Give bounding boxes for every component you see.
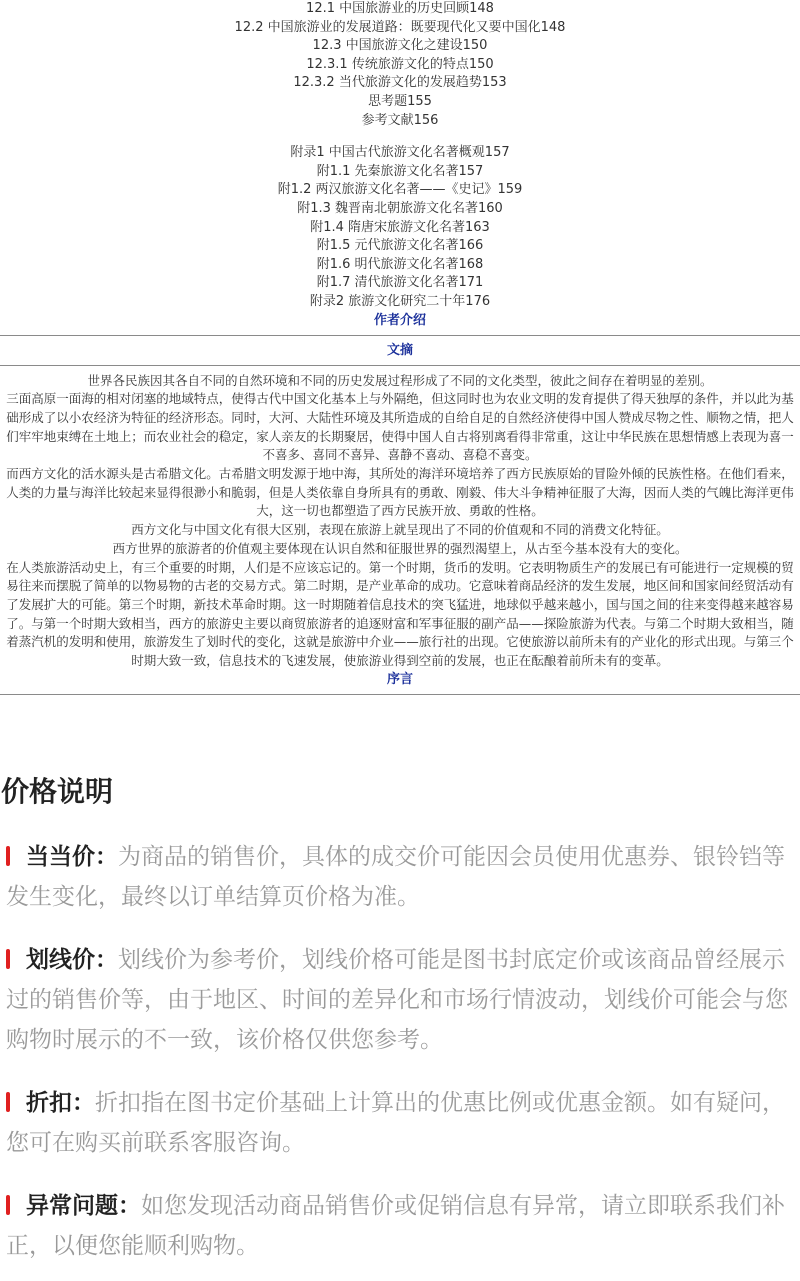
preface-section-title: 序言 [386, 671, 413, 687]
abstract-paragraph: 在人类旅游活动史上，有三个重要的时期，人们是不应该忘记的。第一个时期，货币的发明。它表明物质生产的发展已有可能进行一定规模的贸易往来而摆脱了简单的以物易物的古老的交易方式。第二时期，是产业革命的成功。它意味着商品经济的发生发展，地区间和国家间经贸活动有了发展扩大的可能。第三个时期，新技术革命时期。这一时期随着信息技术的突飞猛进，地球似乎越来越小，国与国之间的往来变得越来越容易了。与第一个时期大致相当，西方的旅游史主要以商贸旅游者的追逐财富和军事征服的副产品——探险旅游为代表。与第二个时期大致相当，随着蒸汽机的发明和使用，旅游发生了划时代的变化，这就是旅游中介业——旅行社的出现。它使旅游以前所未有的产业化的形式出现。与第三个时期大致一致，信息技术的飞速发展，使旅游业得到空前的发展，也正在酝酿着前所未有的变革。 [6, 559, 794, 669]
toc-appendix-line: 附1.5 元代旅游文化名著166 [316, 238, 484, 254]
abstract-paragraph: 世界各民族因其各自不同的自然环境和不同的历史发展过程形成了不同的文化类型，彼此之间存在着明显的差别。 [87, 372, 713, 388]
abstract-paragraph: 西方世界的旅游者的价值观主要体现在认识自然和征服世界的强烈渴望上，从古至今基本没有大的变化。 [112, 540, 688, 556]
divider [0, 694, 800, 695]
price-item-text: 划线价为参考价，划线价格可能是图书封底定价或该商品曾经展示过的销售价等，由于地区、时间的差异化和市场行情波动，划线价可能会与您购物时展示的不一致，该价格仅供您参考。 [6, 947, 788, 1053]
toc-spacer [0, 130, 800, 144]
toc-line: 12.2 中国旅游业的发展道路：既要现代化又要中国化148 [234, 19, 566, 35]
price-item-text: 折扣指在图书定价基础上计算出的优惠比例或优惠金额。如有疑问，您可在购买前联系客服咨询。 [6, 1090, 785, 1156]
price-item-exception [0, 1186, 800, 1266]
toc-appendix-line: 附1.2 两汉旅游文化名著——《史记》159 [277, 182, 523, 198]
red-marker-icon [6, 1092, 10, 1112]
red-marker-icon [6, 1195, 10, 1215]
price-explanation [0, 770, 800, 1266]
price-item-label: 折扣： [26, 1090, 95, 1116]
divider [0, 335, 800, 336]
toc-line: 思考题155 [368, 93, 432, 109]
red-marker-icon [6, 846, 10, 866]
toc-appendix-line: 附录1 中国古代旅游文化名著概观157 [290, 145, 510, 161]
toc-appendix-line: 附1.3 魏晋南北朝旅游文化名著160 [297, 200, 503, 216]
divider [0, 365, 800, 366]
red-marker-icon [6, 949, 10, 969]
toc-line: 12.3.1 传统旅游文化的特点150 [306, 56, 494, 72]
price-item-label: 异常问题： [26, 1193, 141, 1219]
price-item-strikethrough [0, 940, 800, 1060]
price-item-text: 如您发现活动商品销售价或促销信息有异常，请立即联系我们补正，以便您能顺利购物。 [6, 1193, 785, 1259]
price-item-dangdang [0, 837, 800, 917]
toc-appendix-line: 附1.7 清代旅游文化名著171 [316, 275, 484, 291]
abstract-body [0, 372, 800, 671]
toc-line: 12.1 中国旅游业的历史回顾148 [306, 1, 494, 16]
toc-line: 12.3.2 当代旅游文化的发展趋势153 [293, 75, 507, 91]
toc-appendix-line: 附1.4 隋唐宋旅游文化名著163 [310, 219, 490, 235]
abstract-section-title: 文摘 [386, 342, 413, 358]
abstract-paragraph: 而西方文化的活水源头是古希腊文化。古希腊文明发源于地中海，其所处的海洋环境培养了西方民族原始的冒险外倾的民族性格。在他们看来，人类的力量与海洋比较起来显得很渺小和脆弱，但是人类依靠自身所具有的勇敢、刚毅、伟大斗争精神征服了大海，因而人类的气魄比海洋更伟大，这一切也都塑造了西方民族开放、勇敢的性格。 [6, 466, 794, 519]
toc-appendix-line: 附1.6 明代旅游文化名著168 [316, 256, 484, 272]
table-of-contents [0, 0, 800, 312]
price-item-text: 为商品的销售价，具体的成交价可能因会员使用优惠券、银铃铛等发生变化，最终以订单结算页价格为准。 [6, 844, 785, 910]
price-item-label: 划线价： [26, 947, 118, 973]
abstract-paragraph: 三面高原一面海的相对闭塞的地域特点，使得古代中国文化基本上与外隔绝，但这同时也为农业文明的发育提供了得天独厚的条件，并以此为基础形成了以小农经济为特征的经济形态。同时，大河、大陆性环境及其所造成的自给自足的自然经济使得中国人赞成尽物之性、顺物之情，把人们牢牢地束缚在土地上；而农业社会的稳定，家人亲友的长期聚居，使得中国人自古将别离看得非常重，这让中华民族在思想情感上表现为喜一不喜多、喜同不喜异、喜静不喜动、喜稳不喜变。 [6, 391, 794, 463]
abstract-paragraph: 西方文化与中国文化有很大区别，表现在旅游上就呈现出了不同的价值观和不同的消费文化特征。 [131, 522, 669, 538]
price-item-discount [0, 1083, 800, 1163]
price-item-label: 当当价： [26, 844, 118, 870]
toc-line: 参考文献156 [361, 112, 439, 128]
price-heading: 价格说明 [1, 775, 114, 808]
author-section-title: 作者介绍 [373, 312, 426, 328]
toc-line: 12.3 中国旅游文化之建设150 [312, 38, 488, 54]
toc-appendix-line: 附录2 旅游文化研究二十年176 [309, 293, 491, 309]
toc-appendix-line: 附1.1 先秦旅游文化名著157 [316, 163, 484, 179]
